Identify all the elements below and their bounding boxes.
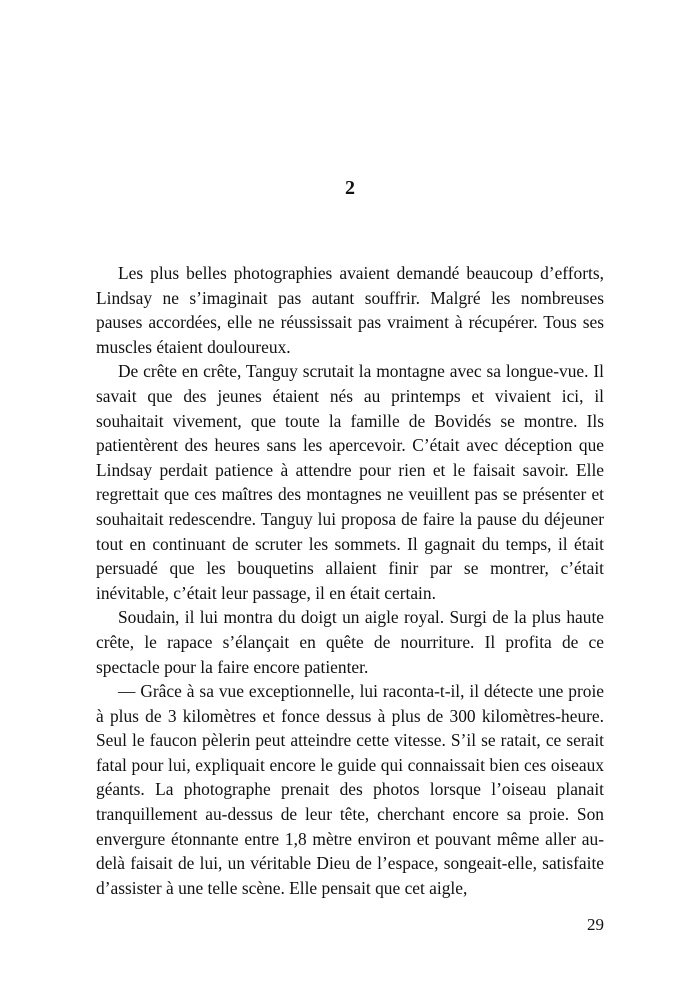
- page-number: 29: [587, 915, 604, 934]
- paragraph: Les plus belles photographies avaient demandé beaucoup d’efforts, Lindsay ne s’imaginait pas autant souffrir. Malgré les nombreuses pauses accordées, elle ne réussissait pas vraiment à récupérer. Tous ses muscles étaient douloureux.: [96, 263, 604, 357]
- body-text: [96, 261, 604, 900]
- paragraph: De crête en crête, Tanguy scrutait la montagne avec sa longue-vue. Il savait que des jeunes étaient nés au printemps et vivaient ici, il souhaitait vivement, que toute la famille de Bovidés se montre. Ils patientèrent des heures sans les apercevoir. C’était avec déception que Lindsay perdait patience à attendre pour rien et le faisait savoir. Elle regrettait que ces maîtres des montagnes ne veuillent pas se présenter et souhaitait redescendre. Tanguy lui proposa de faire la pause du déjeuner tout en continuant de scruter les sommets. Il gagnait du temps, il était persuadé que les bouquetins allaient finir par se montrer, c’était inévitable, c’était leur passage, il en était certain.: [96, 361, 604, 603]
- paragraph: — Grâce à sa vue exceptionnelle, lui raconta-t-il, il détecte une proie à plus de 3 kilomètres et fonce dessus à plus de 300 kilomètres-heure. Seul le faucon pèlerin peut atteindre cette vitesse. S’il se ratait, ce serait fatal pour lui, expliquait encore le guide qui connaissait bien ces oiseaux géants. La photographe prenait des photos lorsque l’oiseau planait tranquillement au-dessus de leur tête, cherchant encore sa proie. Son envergure étonnante entre 1,8 mètre environ et pouvant même aller au-delà faisait de lui, un véritable Dieu de l’espace, songeait-elle, satisfaite d’assister à une telle scène. Elle pensait que cet aigle,: [96, 681, 604, 898]
- paragraph: Soudain, il lui montra du doigt un aigle royal. Surgi de la plus haute crête, le rapace s’élançait en quête de nourriture. Il profita de ce spectacle pour la faire encore patienter.: [96, 607, 604, 677]
- chapter-number: 2: [345, 177, 355, 199]
